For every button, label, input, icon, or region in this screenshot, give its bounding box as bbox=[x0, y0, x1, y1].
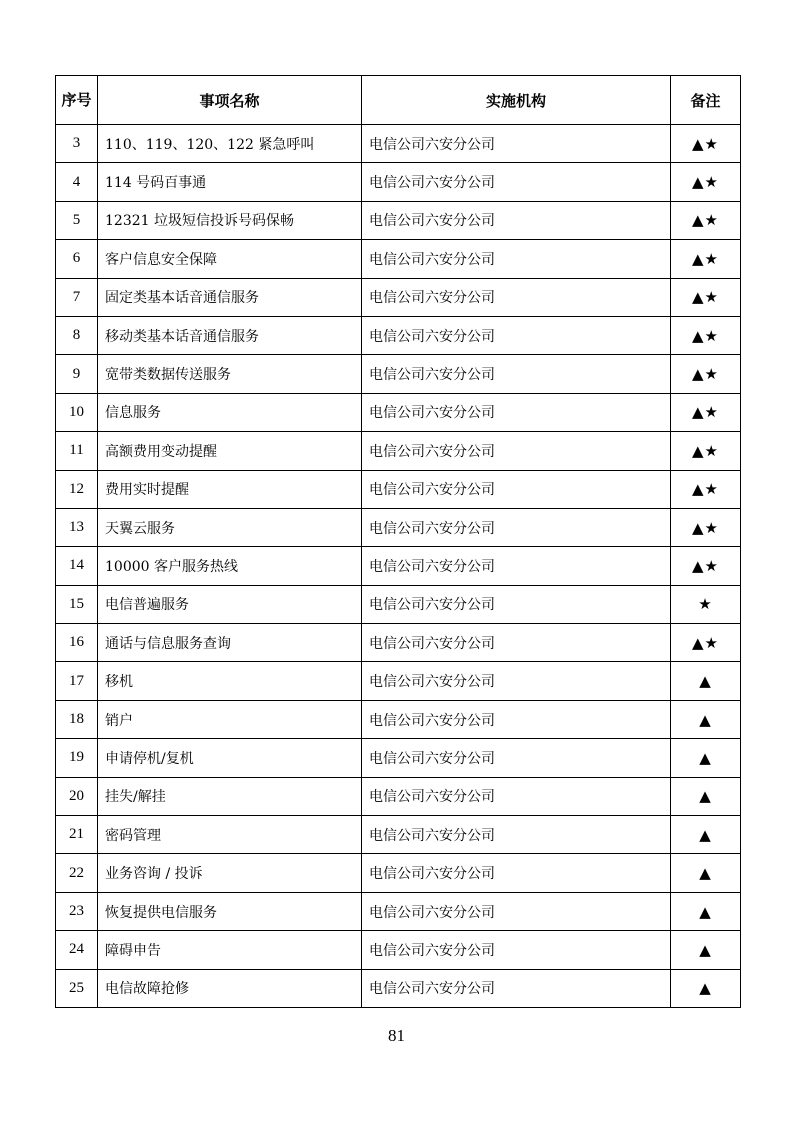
table-header-row bbox=[56, 76, 741, 125]
row-item-name: 客户信息安全保障 bbox=[98, 240, 362, 278]
row-implementing-org: 电信公司六安分公司 bbox=[362, 700, 671, 738]
service-items-table bbox=[55, 75, 741, 1008]
row-implementing-org: 电信公司六安分公司 bbox=[362, 278, 671, 316]
row-serial-number: 19 bbox=[56, 739, 98, 777]
row-remarks: ▲★ bbox=[671, 508, 741, 546]
row-remarks: ▲ bbox=[671, 931, 741, 969]
row-remarks: ▲★ bbox=[671, 470, 741, 508]
table-row bbox=[56, 240, 741, 278]
row-item-name: 申请停机/复机 bbox=[98, 739, 362, 777]
row-remarks: ▲★ bbox=[671, 240, 741, 278]
row-serial-number: 25 bbox=[56, 969, 98, 1007]
row-implementing-org: 电信公司六安分公司 bbox=[362, 931, 671, 969]
row-serial-number: 24 bbox=[56, 931, 98, 969]
header-implementing-org: 实施机构 bbox=[362, 76, 671, 125]
row-implementing-org: 电信公司六安分公司 bbox=[362, 547, 671, 585]
row-remarks: ▲ bbox=[671, 662, 741, 700]
row-item-name: 障碍申告 bbox=[98, 931, 362, 969]
row-item-name: 密码管理 bbox=[98, 816, 362, 854]
row-implementing-org: 电信公司六安分公司 bbox=[362, 125, 671, 163]
row-item-name: 110、119、120、122 紧急呼叫 bbox=[98, 125, 362, 163]
row-remarks: ▲★ bbox=[671, 316, 741, 354]
header-item-name: 事项名称 bbox=[98, 76, 362, 125]
row-item-name: 业务咨询 / 投诉 bbox=[98, 854, 362, 892]
row-implementing-org: 电信公司六安分公司 bbox=[362, 508, 671, 546]
row-serial-number: 7 bbox=[56, 278, 98, 316]
table-row bbox=[56, 547, 741, 585]
row-serial-number: 15 bbox=[56, 585, 98, 623]
row-implementing-org: 电信公司六安分公司 bbox=[362, 892, 671, 930]
row-item-name: 114 号码百事通 bbox=[98, 163, 362, 201]
row-serial-number: 12 bbox=[56, 470, 98, 508]
row-implementing-org: 电信公司六安分公司 bbox=[362, 777, 671, 815]
row-implementing-org: 电信公司六安分公司 bbox=[362, 163, 671, 201]
table-row bbox=[56, 624, 741, 662]
row-item-name: 移机 bbox=[98, 662, 362, 700]
row-implementing-org: 电信公司六安分公司 bbox=[362, 201, 671, 239]
row-serial-number: 21 bbox=[56, 816, 98, 854]
table-row bbox=[56, 816, 741, 854]
row-serial-number: 4 bbox=[56, 163, 98, 201]
row-implementing-org: 电信公司六安分公司 bbox=[362, 816, 671, 854]
table-row bbox=[56, 892, 741, 930]
row-serial-number: 22 bbox=[56, 854, 98, 892]
table-row bbox=[56, 316, 741, 354]
table-row bbox=[56, 931, 741, 969]
table-row bbox=[56, 393, 741, 431]
row-serial-number: 10 bbox=[56, 393, 98, 431]
row-implementing-org: 电信公司六安分公司 bbox=[362, 969, 671, 1007]
row-remarks: ▲ bbox=[671, 969, 741, 1007]
row-serial-number: 13 bbox=[56, 508, 98, 546]
row-remarks: ▲ bbox=[671, 892, 741, 930]
table-row bbox=[56, 585, 741, 623]
row-serial-number: 8 bbox=[56, 316, 98, 354]
row-serial-number: 14 bbox=[56, 547, 98, 585]
table-row bbox=[56, 163, 741, 201]
table-row bbox=[56, 662, 741, 700]
row-item-name: 电信普遍服务 bbox=[98, 585, 362, 623]
row-item-name: 12321 垃圾短信投诉号码保畅 bbox=[98, 201, 362, 239]
row-serial-number: 17 bbox=[56, 662, 98, 700]
table-row bbox=[56, 355, 741, 393]
row-item-name: 挂失/解挂 bbox=[98, 777, 362, 815]
table-row bbox=[56, 201, 741, 239]
row-item-name: 通话与信息服务查询 bbox=[98, 624, 362, 662]
row-remarks: ▲★ bbox=[671, 201, 741, 239]
table-row bbox=[56, 125, 741, 163]
row-item-name: 销户 bbox=[98, 700, 362, 738]
table-row bbox=[56, 739, 741, 777]
row-item-name: 宽带类数据传送服务 bbox=[98, 355, 362, 393]
row-remarks: ▲★ bbox=[671, 355, 741, 393]
row-serial-number: 5 bbox=[56, 201, 98, 239]
row-remarks: ★ bbox=[671, 585, 741, 623]
row-serial-number: 18 bbox=[56, 700, 98, 738]
row-implementing-org: 电信公司六安分公司 bbox=[362, 240, 671, 278]
header-remarks: 备注 bbox=[671, 76, 741, 125]
row-remarks: ▲★ bbox=[671, 624, 741, 662]
row-implementing-org: 电信公司六安分公司 bbox=[362, 470, 671, 508]
row-serial-number: 6 bbox=[56, 240, 98, 278]
row-implementing-org: 电信公司六安分公司 bbox=[362, 624, 671, 662]
row-remarks: ▲★ bbox=[671, 393, 741, 431]
table-row bbox=[56, 508, 741, 546]
table-body bbox=[56, 125, 741, 1008]
table-row bbox=[56, 969, 741, 1007]
header-serial-number: 序号 bbox=[56, 76, 98, 125]
row-item-name: 恢复提供电信服务 bbox=[98, 892, 362, 930]
row-item-name: 移动类基本话音通信服务 bbox=[98, 316, 362, 354]
row-serial-number: 11 bbox=[56, 432, 98, 470]
service-table-container bbox=[55, 75, 740, 1008]
row-implementing-org: 电信公司六安分公司 bbox=[362, 662, 671, 700]
row-remarks: ▲★ bbox=[671, 547, 741, 585]
row-item-name: 固定类基本话音通信服务 bbox=[98, 278, 362, 316]
row-implementing-org: 电信公司六安分公司 bbox=[362, 854, 671, 892]
row-serial-number: 3 bbox=[56, 125, 98, 163]
row-serial-number: 20 bbox=[56, 777, 98, 815]
page-number: 81 bbox=[388, 1026, 405, 1045]
row-implementing-org: 电信公司六安分公司 bbox=[362, 355, 671, 393]
row-item-name: 高额费用变动提醒 bbox=[98, 432, 362, 470]
row-remarks: ▲ bbox=[671, 854, 741, 892]
row-remarks: ▲ bbox=[671, 816, 741, 854]
row-implementing-org: 电信公司六安分公司 bbox=[362, 316, 671, 354]
row-implementing-org: 电信公司六安分公司 bbox=[362, 393, 671, 431]
row-serial-number: 16 bbox=[56, 624, 98, 662]
row-item-name: 信息服务 bbox=[98, 393, 362, 431]
table-row bbox=[56, 777, 741, 815]
table-row bbox=[56, 700, 741, 738]
row-remarks: ▲★ bbox=[671, 125, 741, 163]
row-remarks: ▲ bbox=[671, 739, 741, 777]
row-item-name: 10000 客户服务热线 bbox=[98, 547, 362, 585]
row-implementing-org: 电信公司六安分公司 bbox=[362, 739, 671, 777]
row-remarks: ▲★ bbox=[671, 278, 741, 316]
row-item-name: 天翼云服务 bbox=[98, 508, 362, 546]
table-row bbox=[56, 470, 741, 508]
row-item-name: 电信故障抢修 bbox=[98, 969, 362, 1007]
row-remarks: ▲★ bbox=[671, 163, 741, 201]
table-row bbox=[56, 432, 741, 470]
row-serial-number: 9 bbox=[56, 355, 98, 393]
row-remarks: ▲ bbox=[671, 700, 741, 738]
row-serial-number: 23 bbox=[56, 892, 98, 930]
table-row bbox=[56, 854, 741, 892]
row-remarks: ▲ bbox=[671, 777, 741, 815]
row-remarks: ▲★ bbox=[671, 432, 741, 470]
row-implementing-org: 电信公司六安分公司 bbox=[362, 585, 671, 623]
table-row bbox=[56, 278, 741, 316]
row-implementing-org: 电信公司六安分公司 bbox=[362, 432, 671, 470]
row-item-name: 费用实时提醒 bbox=[98, 470, 362, 508]
